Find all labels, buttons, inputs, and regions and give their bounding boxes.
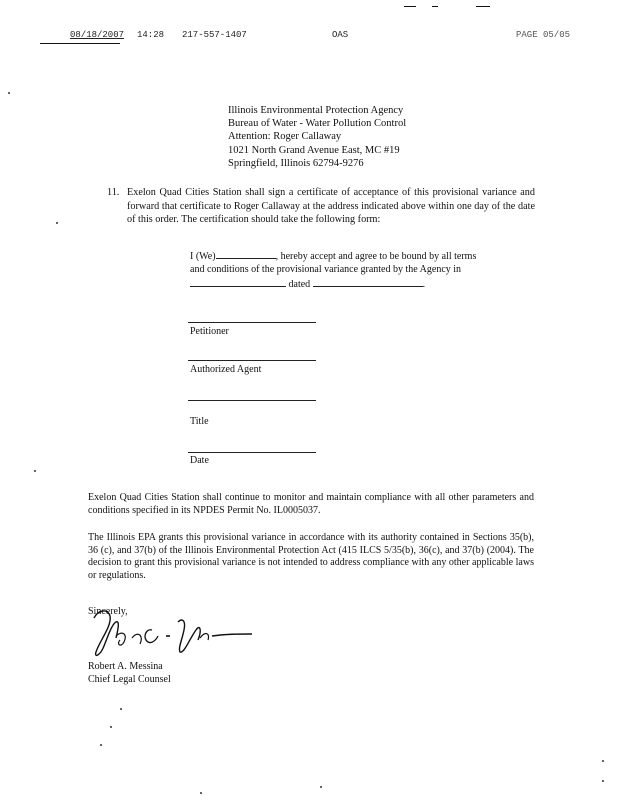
item-text: Exelon Quad Cities Station shall sign a certificate of acceptance of this provisional variance and forward that certificate to Roger Callaway at the address indicated above within one day of the date of this order. The certification should take the following form: — [127, 187, 535, 225]
certificate-line-3 — [190, 276, 534, 291]
fax-phone: 217-557-1407 — [182, 30, 247, 40]
scan-speck — [8, 92, 10, 94]
agent-line — [188, 360, 316, 361]
fax-time: 14:28 — [137, 30, 165, 40]
signatory-title: Chief Legal Counsel — [88, 674, 171, 685]
certificate-line-1 — [190, 248, 534, 263]
date-line — [188, 452, 316, 453]
scan-speck — [320, 786, 322, 788]
certificate-form — [190, 248, 534, 291]
certificate-prefix: I (We) — [190, 251, 216, 262]
petitioner-label: Petitioner — [190, 326, 229, 337]
scan-speck — [120, 708, 122, 710]
title-label: Title — [190, 416, 209, 427]
monitoring-paragraph: Exelon Quad Cities Station shall continue to monitor and maintain compliance with all other parameters and conditions specified in its NPDES Permit No. IL0005037. — [88, 492, 534, 516]
fax-sender: OAS — [332, 30, 349, 40]
scan-speck — [200, 792, 202, 794]
scan-speck — [602, 760, 604, 762]
scan-speck — [602, 780, 604, 782]
date-blank — [313, 276, 423, 287]
address-line: Illinois Environmental Protection Agency — [228, 105, 404, 116]
address-line: Springfield, Illinois 62794-9276 — [228, 157, 364, 169]
top-edge-mark — [476, 6, 490, 7]
address-line: 1021 North Grand Avenue East, MC #19 — [228, 144, 400, 156]
certificate-suffix: , hereby accept and agree to be bound by all terms — [275, 251, 477, 262]
mailing-address — [228, 104, 406, 170]
item-11 — [107, 186, 535, 227]
scan-speck — [56, 222, 58, 224]
title-line — [188, 400, 316, 401]
signatory-name: Robert A. Messina — [88, 661, 163, 672]
dated-label: dated — [288, 279, 311, 290]
fax-header-rule — [40, 43, 120, 44]
certificate-end: . — [422, 279, 426, 290]
scan-speck — [110, 726, 112, 728]
certificate-line-2: and conditions of the provisional variance granted by the Agency in — [190, 264, 462, 275]
signatory — [88, 660, 171, 686]
agent-label: Authorized Agent — [190, 364, 262, 375]
name-blank — [216, 248, 276, 259]
address-line: Attention: Roger Callaway — [228, 131, 342, 143]
date-label: Date — [190, 455, 209, 466]
address-line: Bureau of Water - Water Pollution Control — [228, 118, 407, 130]
handwritten-signature — [86, 600, 256, 662]
top-edge-mark — [404, 6, 416, 7]
scan-speck — [100, 744, 102, 746]
petitioner-line — [188, 322, 316, 323]
grant-paragraph: The Illinois EPA grants this provisional variance in accordance with its authority contained in Sections 35(b), 36 (c), and 37(b) of the Illinois Environmental Protection Act (415 ILCS 5/35(b), 36(c), and 37(b) (2004). The decision to grant this provisional variance is not intended to address compliance with any other applicable laws or regulations. — [88, 532, 534, 581]
fax-header — [42, 30, 602, 46]
fax-page-number: PAGE 05/05 — [516, 30, 571, 40]
scan-speck — [34, 470, 36, 472]
fax-date: 08/18/2007 — [70, 30, 125, 40]
variance-blank — [190, 276, 286, 287]
item-number: 11. — [107, 187, 120, 198]
top-edge-mark — [432, 6, 438, 7]
salutation: Sincerely, — [88, 606, 128, 617]
